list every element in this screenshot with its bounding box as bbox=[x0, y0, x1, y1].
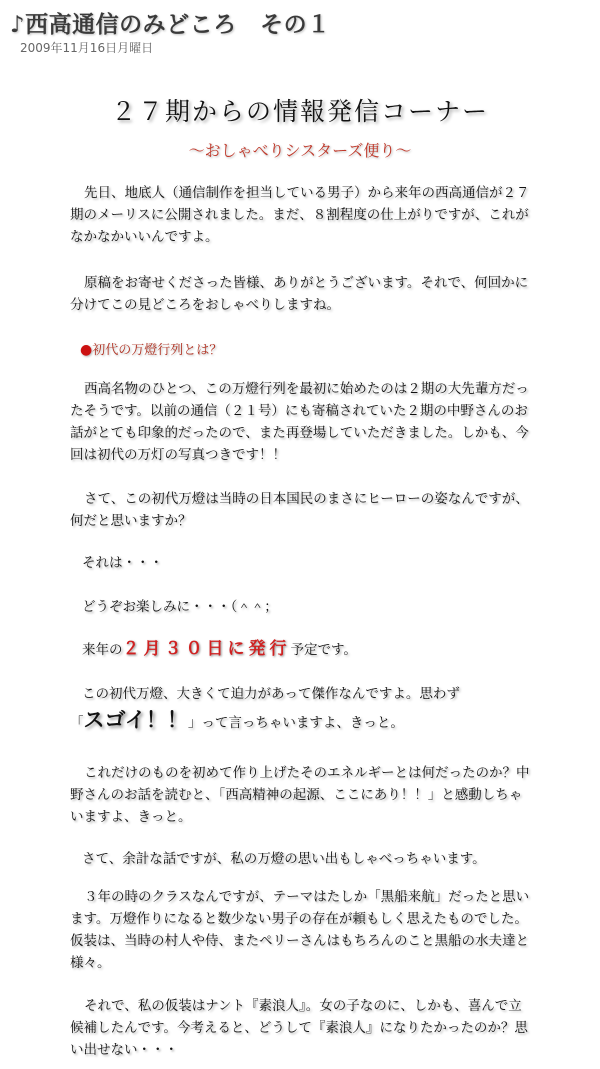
section-heading-text: 初代の万燈行列とは？ bbox=[92, 343, 223, 358]
text-line: 様々。 bbox=[70, 955, 111, 971]
section-heading bbox=[80, 339, 222, 358]
text-line: 何だと思いますか？ bbox=[70, 513, 192, 529]
text-line: 先日、地底人（通信制作を担当している男子）から来年の西高通信が２７ bbox=[84, 185, 530, 201]
text-line bbox=[0, 709, 600, 734]
paragraph-3 bbox=[0, 378, 600, 466]
text-line: どうぞお楽しみに・・・（＾＾； bbox=[82, 599, 278, 615]
text-line: さて、余計な話ですが、私の万燈の思い出もしゃべっちゃいます。 bbox=[82, 851, 486, 867]
text-line: 話がとても印象的だったので、また再登場していただきました。しかも、今 bbox=[70, 425, 529, 441]
bullet-icon: ● bbox=[80, 342, 93, 358]
post-title[interactable]: ♪西高通信のみどころ その１ bbox=[10, 12, 331, 38]
document-image bbox=[0, 92, 600, 161]
text-line: それで、私の仮装はナント『素浪人』。女の子なのに、しかも、喜んで立 bbox=[84, 998, 522, 1014]
release-post: 予定です。 bbox=[290, 642, 357, 658]
text-line: 仮装は、当時の村人や侍、またペリーさんはもちろんのこと黒船の水夫達と bbox=[70, 933, 529, 949]
text-line: ３年の時のクラスなんですが、テーマはたしか「黒船来航」だったと思い bbox=[84, 889, 530, 905]
paragraph-7 bbox=[0, 638, 600, 661]
document-title: ２７期からの情報発信コーナー bbox=[110, 97, 489, 126]
text-line: 西高名物のひとつ、この万燈行列を最初に始めたのは２期の大先輩方だっ bbox=[84, 381, 529, 397]
text-line: この初代万燈、大きくて迫力があって傑作なんですよ。思わず bbox=[82, 686, 460, 702]
paragraph-9 bbox=[0, 762, 600, 828]
paragraph-10 bbox=[0, 848, 600, 870]
text-line: これだけのものを初めて作り上げたそのエネルギーとは何だったのか？中 bbox=[84, 765, 530, 781]
text-line: 分けてこの見どころをおしゃべりしますね。 bbox=[70, 297, 340, 313]
paragraph-6 bbox=[0, 596, 600, 618]
text-line: い出せない・・・ bbox=[70, 1042, 178, 1058]
release-pre: 来年の bbox=[82, 642, 123, 658]
text-line: 原稿をお寄せくださった皆様、ありがとうございます。それで、何回かに bbox=[84, 275, 529, 291]
text-line: なかなかいいんですよ。 bbox=[70, 229, 219, 245]
paragraph-4 bbox=[0, 488, 600, 532]
quote-open: 「 bbox=[70, 715, 84, 731]
text-line: 回は初代の万灯の写真つきです！！ bbox=[70, 447, 286, 463]
text-line: それは・・・ bbox=[82, 555, 163, 571]
quote-rest: 」って言っちゃいますよ、きっと。 bbox=[187, 715, 404, 731]
text-line: 期のメーリスに公開されました。まだ、８割程度の仕上がりですが、これが bbox=[70, 207, 529, 223]
paragraph-1 bbox=[0, 182, 600, 248]
post-header bbox=[10, 6, 331, 56]
paragraph-11 bbox=[0, 886, 600, 974]
text-line: たそうです。以前の通信（２１号）にも寄稿されていた２期の中野さんのお bbox=[70, 403, 528, 419]
text-line: いますよ、きっと。 bbox=[70, 809, 192, 825]
text-line: 野さんのお話を読むと、「西高精神の起源、ここにあり！！」と感動しちゃ bbox=[70, 787, 523, 803]
text-line: 候補したんです。今考えると、どうして『素浪人』になりたかったのか？思 bbox=[70, 1020, 528, 1036]
text-line: さて、この初代万燈は当時の日本国民のまさにヒーローの姿なんですが、 bbox=[84, 491, 529, 507]
paragraph-8 bbox=[0, 683, 600, 734]
post-date: 2009年11月16日月曜日 bbox=[20, 41, 154, 55]
text-line: ます。万燈作りになると数少ない男子の存在が頼もしく思えたものでした。 bbox=[70, 911, 528, 927]
sugoi-emphasis: スゴイ！！ bbox=[83, 708, 188, 732]
release-date-highlight: ２月３０日に発行 bbox=[122, 639, 291, 659]
text-line bbox=[0, 638, 600, 661]
paragraph-5 bbox=[0, 552, 600, 574]
document-subtitle: 〜おしゃべりシスターズ便り〜 bbox=[188, 141, 412, 160]
paragraph-12 bbox=[0, 995, 600, 1061]
paragraph-2 bbox=[0, 272, 600, 316]
